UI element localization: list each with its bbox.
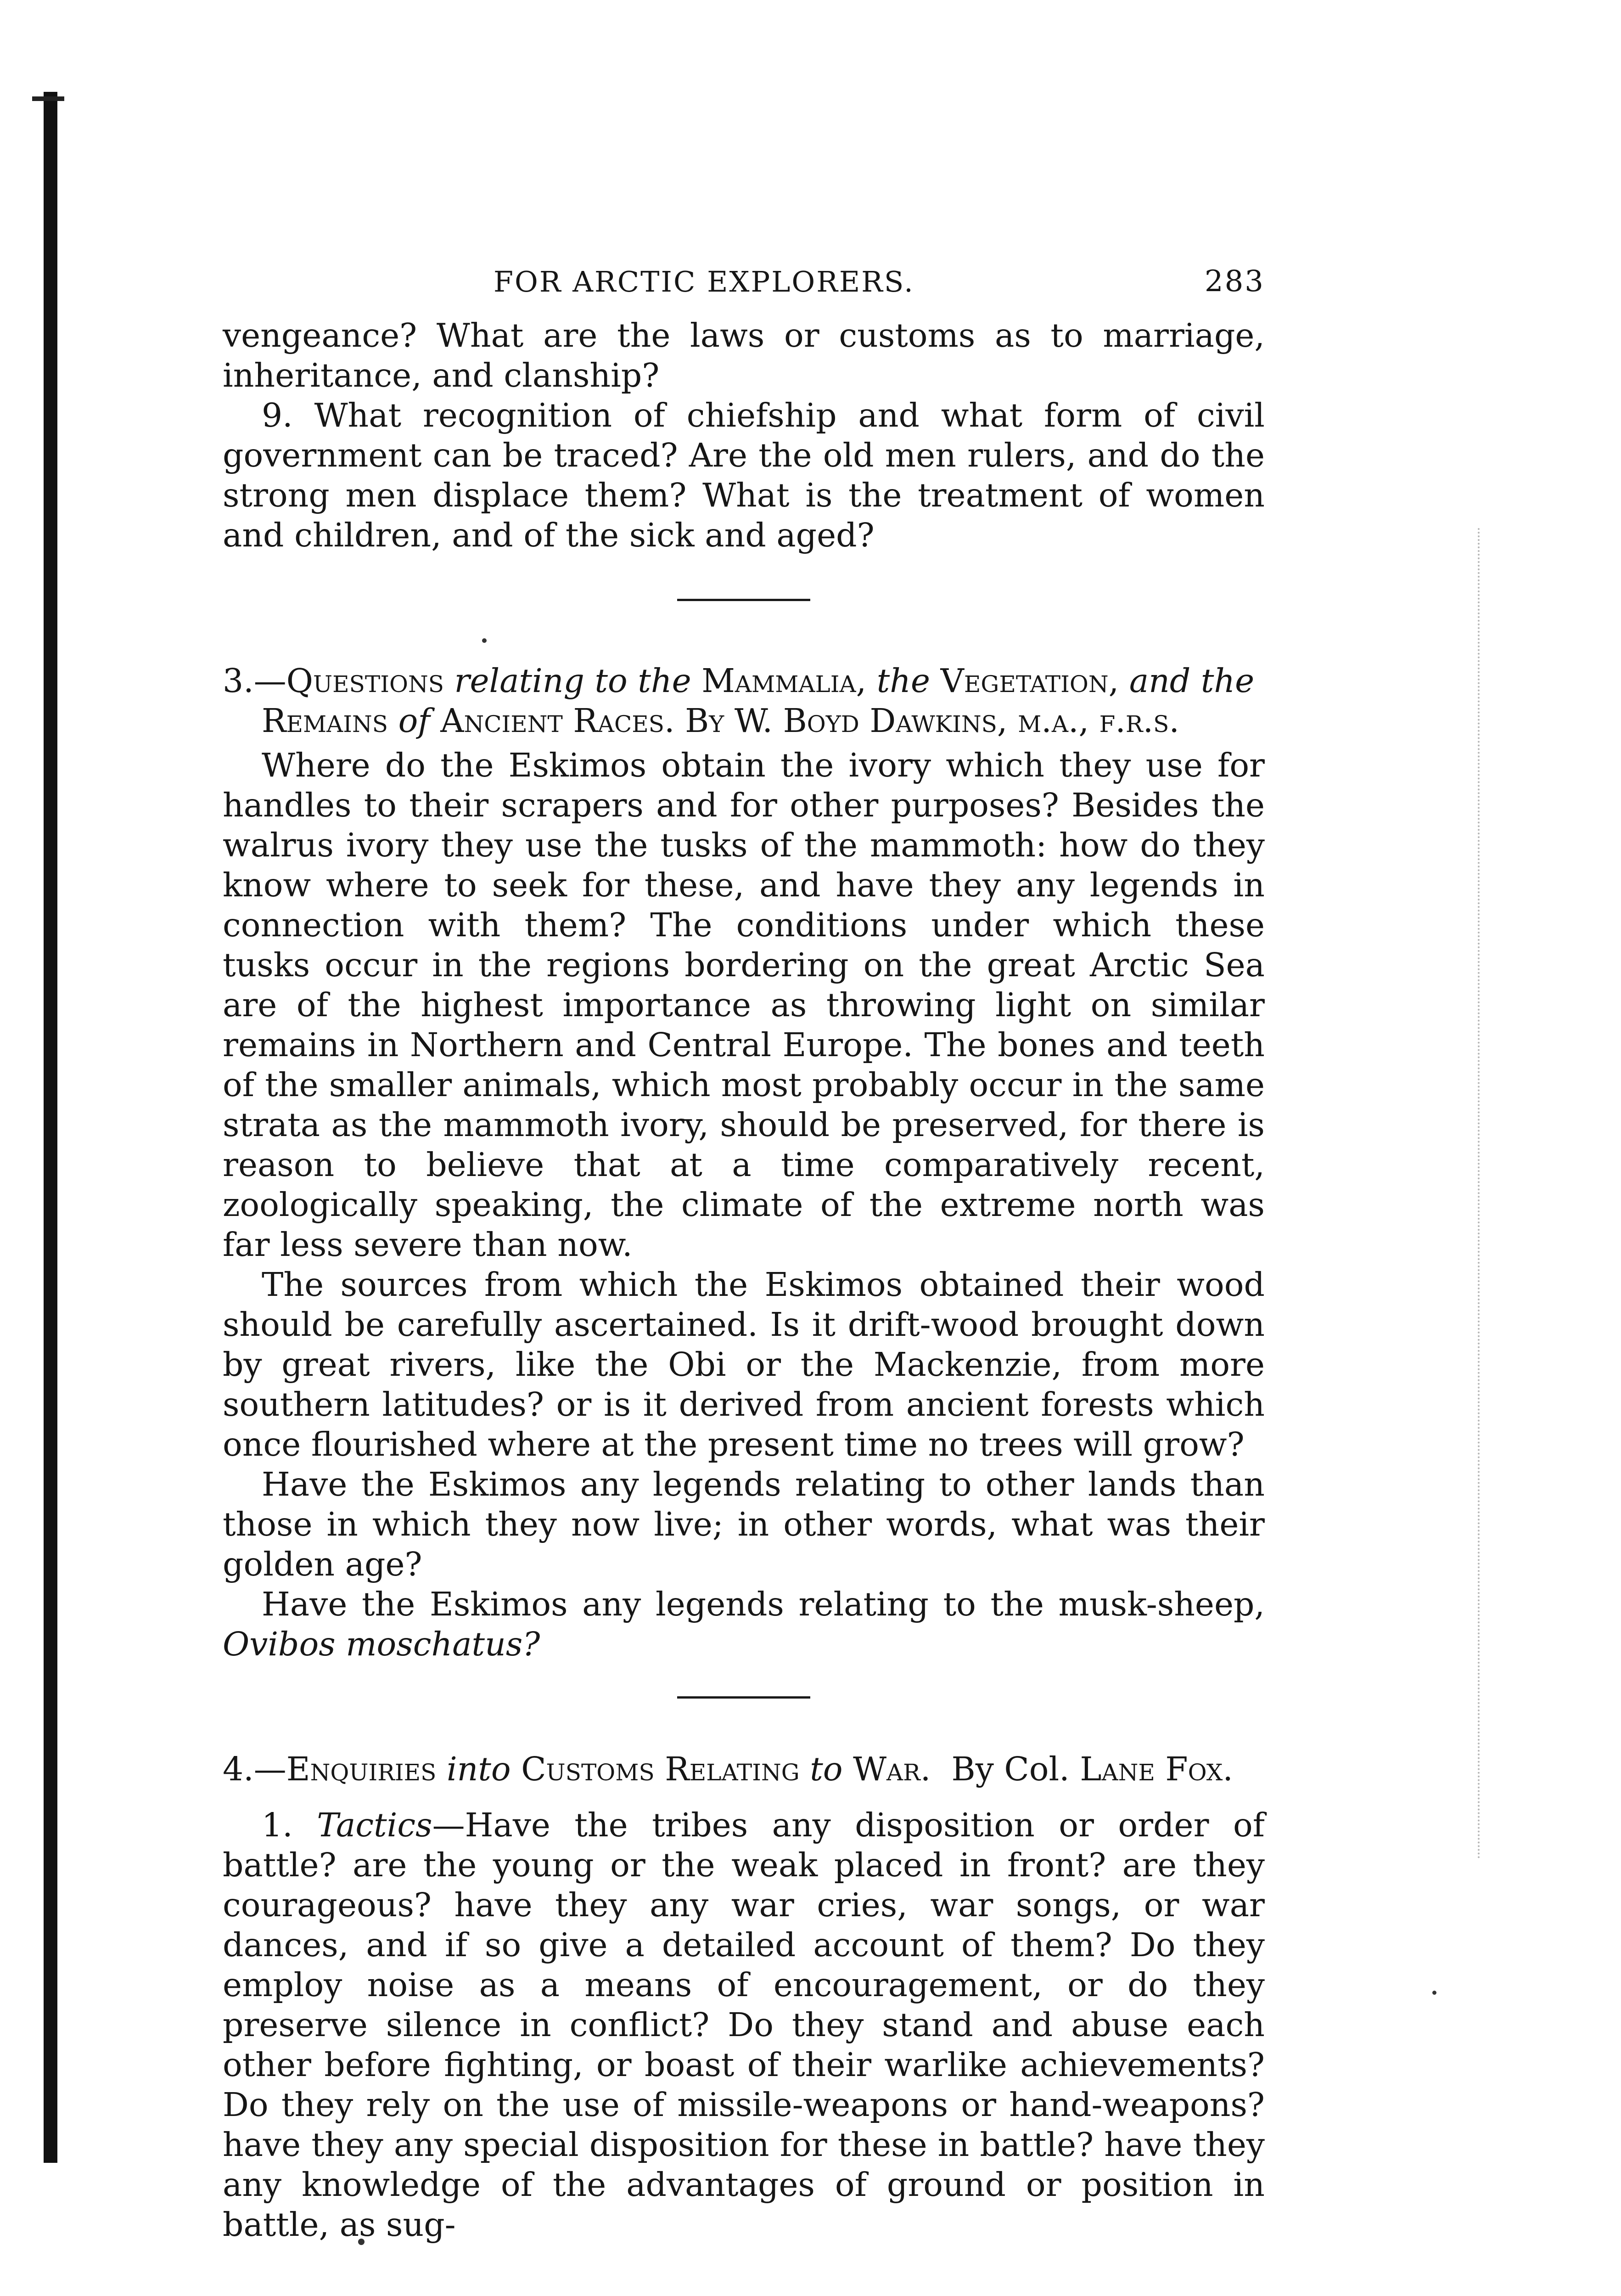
section-4-item-1 [223,1805,1265,2245]
section-4-customs: Customs Relating [521,1750,800,1788]
section-4-item-1-label: Tactics [317,1806,432,1844]
section-3-author: By W. Boyd Dawkins, [685,702,1008,740]
section-4-into: into [446,1750,511,1788]
section-divider [677,1696,810,1699]
section-3-number: 3.— [223,662,286,700]
section-3-vegetation: Vegetation, [940,662,1119,700]
binding-edge [44,92,57,2163]
section-4-by: By Col. [951,1750,1070,1788]
section-3-credentials: m.a., f.r.s. [1018,702,1179,740]
question-9-paragraph: 9. What recognition of chiefship and what form of civil government can be traced? Are the old men rulers, and do the strong men displace them? What is the treatment of women and children, and of the sick and aged? [223,396,1265,554]
section-3-species-name: Ovibos moschatus? [223,1625,540,1663]
continuation-paragraph: vengeance? What are the laws or customs as to marriage, inheritance, and clanship? [223,316,1265,394]
section-4-war: War. [853,1750,931,1788]
section-3-mammalia: Mammalia, [701,662,867,700]
section-3-questions: Questions [286,662,444,700]
section-3-paragraph-1: Where do the Eskimos obtain the ivory which they use for handles to their scrapers and for other purposes? Besides the walrus ivory they use the tusks of the mammoth: how do they know where to seek for these, and have they any legends in connection with them? The conditions under which these tusks occur in the regions bordering on the great Arctic Sea are of the highest importance as throwing light on similar remains in Northern and Central Europe. The bones and teeth of the smaller animals, which most probably occur in the same strata as the mammoth ivory, should be preserved, for there is reason to believe that at a time comparatively recent, zoologically speaking, the climate of the extreme north was far less severe than now. [223,746,1265,1264]
section-3-and-the: and the [1129,662,1255,700]
section-3-relating: relating to the [454,662,691,700]
stray-ink-dot [1432,1991,1436,1995]
section-4-number: 4.— [223,1750,286,1788]
binding-edge-top [32,96,64,101]
section-4-item-1-number: 1. [262,1806,293,1844]
section-4-author: Lane Fox. [1080,1750,1233,1788]
section-3-paragraph-4 [223,1584,1265,1664]
section-4-enquiries: Enquiries [286,1750,437,1788]
section-3-the: the [876,662,931,700]
section-3-heading [223,661,1265,741]
page-number: 283 [1204,264,1265,298]
running-head-title: FOR ARCTIC EXPLORERS. [494,265,914,298]
section-divider [677,599,810,601]
page-body [223,262,1265,2245]
running-head [223,262,1265,302]
page-edge-speckles [1478,528,1483,1860]
section-3-remains: Remains [262,702,388,740]
section-4-heading [223,1749,1265,1789]
section-3-of: of [398,702,430,740]
section-3-paragraph-4-text: Have the Eskimos any legends relating to the musk-sheep, [262,1585,1265,1623]
section-3-ancient-races: Ancient Races. [440,702,675,740]
section-4-to: to [810,1750,843,1788]
section-3-paragraph-2: The sources from which the Eskimos obtained their wood should be carefully ascertained. Is it drift-wood brought down by great rivers, like the Obi or the Mackenzie, from more southern latitudes? or is it derived from ancient forests which once flourished where at the present time no trees will grow? [223,1266,1265,1463]
section-4-item-1-text: —Have the tribes any disposition or order of battle? are the young or the weak placed in front? are they courageous? have they any war cries, war songs, or war dances, and if so give a detailed account of them? Do they employ noise as a means of encouragement, or do they preserve silence in conflict? Do they stand and abuse each other before fighting, or boast of their warlike achievements? Do they rely on the use of missile-weapons or hand-weapons? have they any special disposition for these in battle? have they any knowledge of the advantages of ground or position in battle, as sug- [223,1806,1265,2244]
section-3-paragraph-3: Have the Eskimos any legends relating to other lands than those in which they now live; in other words, what was their golden age? [223,1465,1265,1583]
